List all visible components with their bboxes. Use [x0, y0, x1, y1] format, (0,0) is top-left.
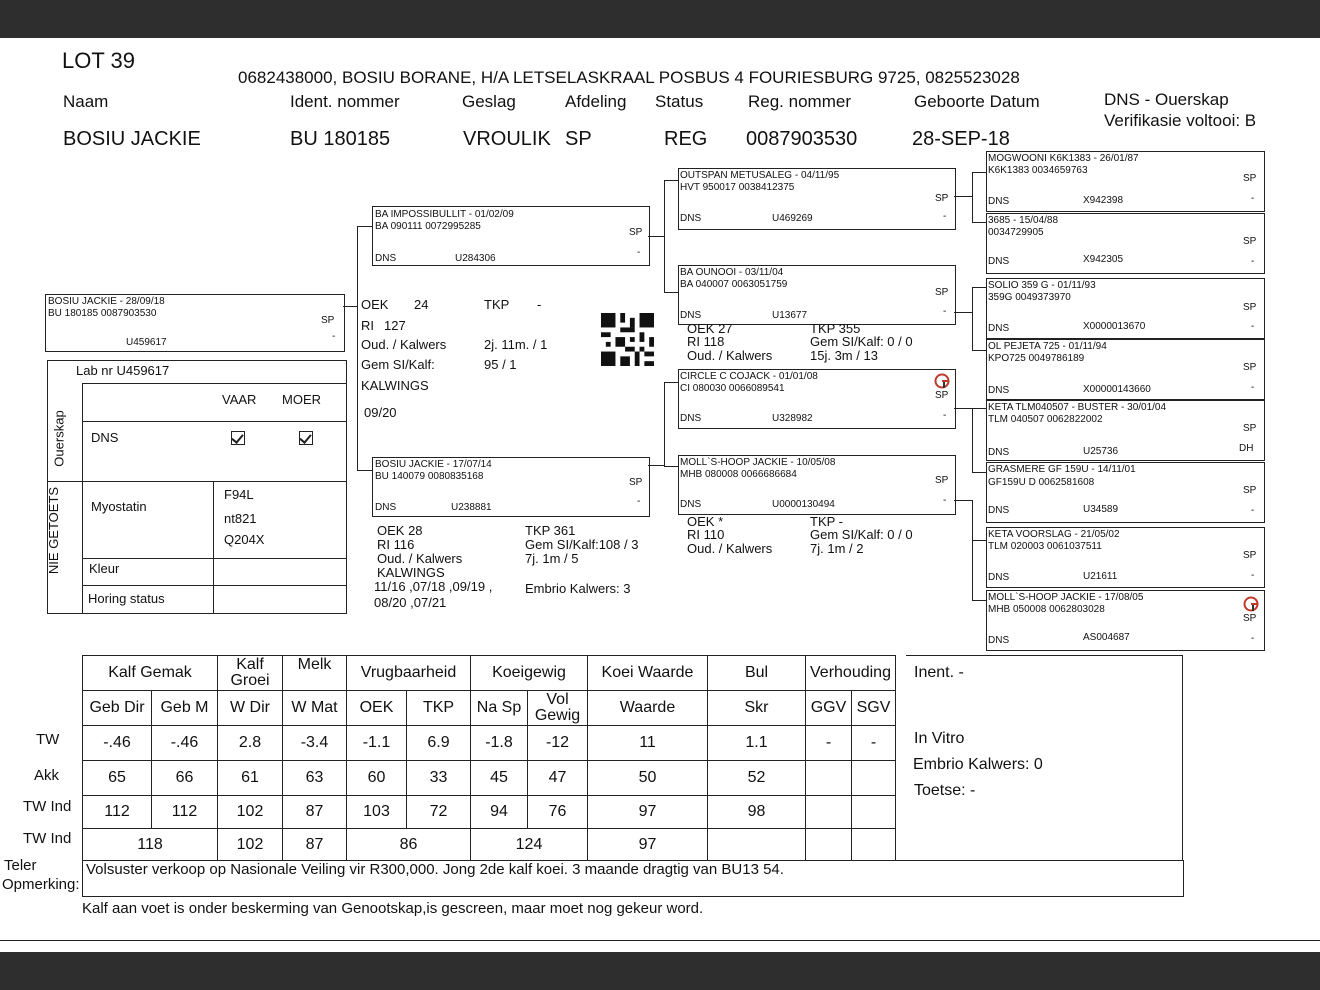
- sire-afd: SP: [629, 227, 643, 238]
- gdam2-ouderdom: 7j. 1m / 2: [810, 541, 864, 556]
- animal-afd: SP: [321, 315, 335, 326]
- society-logo-icon: [934, 373, 950, 389]
- group-koeigewig: Koeigewig: [471, 656, 588, 691]
- great-6-ident: GF159U D 0062581608: [988, 477, 1095, 488]
- animal-ident: BU 180185 0087903530: [48, 308, 157, 319]
- tw-cell: -12: [528, 726, 588, 761]
- great-7-dash: -: [1251, 570, 1255, 581]
- society-logo-icon: [1243, 596, 1259, 612]
- great-8-lab: AS004687: [1083, 632, 1130, 643]
- sire-kalwings: KALWINGS: [361, 378, 429, 393]
- tw-cell: -.46: [83, 726, 152, 761]
- great-8-title: MOLL`S-HOOP JACKIE - 17/08/05: [988, 592, 1144, 603]
- great-2-lab: X942305: [1083, 254, 1124, 265]
- label-verifikasie: Verifikasie voltooi: B: [1104, 111, 1257, 130]
- great-5-lab: U25736: [1083, 446, 1119, 457]
- grand-1-afd: SP: [935, 193, 949, 204]
- grand-2-dns: DNS: [680, 310, 702, 321]
- tw-cell: 11: [588, 726, 708, 761]
- row-label-tw-ind: TW Ind: [23, 798, 72, 815]
- sub-sgv: SGV: [852, 691, 896, 726]
- sub-waarde: Waarde: [588, 691, 708, 726]
- myostatin-label: Myostatin: [91, 499, 147, 514]
- akk-cell: 45: [471, 761, 528, 796]
- great-3-dash: -: [1251, 321, 1255, 332]
- great-1-ident: K6K1383 0034659763: [988, 165, 1088, 176]
- great-2-afd: SP: [1243, 236, 1257, 247]
- grand-2-ident: BA 040007 0063051759: [680, 279, 788, 290]
- tw-ind-combined-cell: 97: [588, 829, 708, 861]
- dam-oud: Oud. / Kalwers: [377, 551, 463, 566]
- row-label-akk: Akk: [34, 767, 60, 784]
- great-7-afd: SP: [1243, 550, 1257, 561]
- tw-ind-combined-cell: 118: [83, 829, 218, 861]
- sub-geb-dir: Geb Dir: [83, 691, 152, 726]
- group-verhouding: Verhouding: [806, 656, 896, 691]
- dam-oek: OEK 28: [377, 523, 423, 538]
- sire-lab: U284306: [455, 253, 496, 264]
- great-6-lab: U34589: [1083, 504, 1119, 515]
- tw-cell: 6.9: [407, 726, 471, 761]
- label-geslag: Geslag: [462, 92, 516, 111]
- tw-ind-combined-cell: 87: [283, 829, 347, 861]
- tw-ind-cell: 72: [407, 796, 471, 829]
- sire-dns: DNS: [375, 253, 397, 264]
- label-naam: Naam: [63, 92, 109, 111]
- great-4-dash: -: [1251, 382, 1255, 393]
- sire-oud-value: 2j. 11m. / 1: [484, 337, 548, 352]
- tw-ind-cell: 112: [152, 796, 218, 829]
- dam-box: [372, 457, 650, 517]
- gdam1-oek: OEK 27: [687, 321, 733, 336]
- akk-cell: 47: [528, 761, 588, 796]
- group-kalf-gemak: Kalf Gemak: [83, 656, 218, 691]
- grand-3-dash: -: [943, 410, 947, 421]
- sire-kalf-dates: 09/20: [364, 405, 397, 420]
- great-2-dash: -: [1251, 256, 1255, 267]
- grand-sire-maternal-box: [678, 369, 956, 429]
- grand-3-lab: U328982: [772, 413, 813, 424]
- dam-dns: DNS: [375, 502, 397, 513]
- animal-title: BOSIU JACKIE - 28/09/18: [48, 296, 165, 307]
- akk-cell: 52: [708, 761, 806, 796]
- lab-box: [47, 360, 347, 614]
- grand-1-title: OUTSPAN METUSALEG - 04/11/95: [680, 170, 840, 181]
- ouerskap-label: Ouerskap: [51, 410, 67, 467]
- gdam2-oek: OEK *: [687, 514, 724, 529]
- great-6-box: [986, 462, 1265, 523]
- great-3-afd: SP: [1243, 302, 1257, 313]
- great-2-ident: 0034729905: [988, 227, 1044, 238]
- grand-3-afd: SP: [935, 390, 949, 401]
- grand-2-lab: U13677: [772, 310, 808, 321]
- akk-cell: 50: [588, 761, 708, 796]
- value-status: REG: [664, 128, 708, 150]
- tw-ind-combined-cell: [806, 829, 852, 861]
- akk-cell: 60: [347, 761, 407, 796]
- tw-ind-combined-cell: [852, 829, 896, 861]
- tw-ind-cell: 76: [528, 796, 588, 829]
- value-ident: BU 180185: [290, 128, 391, 150]
- tw-cell: 1.1: [708, 726, 806, 761]
- great-4-lab: X00000143660: [1083, 384, 1151, 395]
- value-afdeling: SP: [565, 128, 592, 150]
- great-6-dns: DNS: [988, 505, 1010, 516]
- dam-embrio: Embrio Kalwers: 3: [525, 581, 631, 596]
- embrio-kalwers-text: Embrio Kalwers: 0: [913, 756, 1043, 773]
- sub-w-dir: W Dir: [218, 691, 283, 726]
- akk-cell: 33: [407, 761, 471, 796]
- great-5-dash: DH: [1239, 443, 1254, 454]
- qr-code-icon: [600, 313, 655, 366]
- sire-gem-label: Gem SI/Kalf:: [361, 357, 435, 372]
- label-ident: Ident. nommer: [290, 92, 400, 111]
- footer-rule: [0, 940, 1320, 941]
- great-1-dash: -: [1251, 193, 1255, 204]
- value-geboorte: 28-SEP-18: [912, 128, 1010, 150]
- great-5-afd: SP: [1243, 423, 1257, 434]
- group-kalf-groei: Kalf Groei: [218, 656, 283, 691]
- sire-dash: -: [637, 247, 641, 258]
- akk-cell: [806, 761, 852, 796]
- moer-header: MOER: [282, 392, 321, 407]
- in-vitro-text: In Vitro: [914, 730, 965, 747]
- dam-dash: -: [637, 496, 641, 507]
- breeder-info: 0682438000, BOSIU BORANE, H/A LETSELASKRAAL POSBUS 4 FOURIESBURG 9725, 0825523028: [238, 68, 1020, 87]
- great-4-dns: DNS: [988, 385, 1010, 396]
- gdam2-oud: Oud. / Kalwers: [687, 541, 773, 556]
- lot-number: LOT 39: [62, 48, 135, 73]
- teler-label: Teler: [4, 857, 37, 874]
- dam-afd: SP: [629, 477, 643, 488]
- grand-2-afd: SP: [935, 287, 949, 298]
- grand-4-afd: SP: [935, 475, 949, 486]
- sub-tkp: TKP: [407, 691, 471, 726]
- great-4-box: [986, 339, 1265, 400]
- great-6-title: GRASMERE GF 159U - 14/11/01: [988, 464, 1136, 475]
- grand-4-dash: -: [943, 495, 947, 506]
- great-8-box: [986, 590, 1265, 651]
- horing-label: Horing status: [88, 591, 165, 606]
- sire-ident: BA 090111 0072995285: [375, 221, 481, 232]
- great-2-dns: DNS: [988, 256, 1010, 267]
- group-melk: Melk: [283, 656, 347, 691]
- grand-4-ident: MHB 080008 0066686684: [680, 469, 797, 480]
- great-5-ident: TLM 040507 0062822002: [988, 414, 1103, 425]
- dam-dates-1: 11/16 ,07/18 ,09/19 ,: [374, 579, 493, 594]
- great-1-afd: SP: [1243, 173, 1257, 184]
- great-1-dns: DNS: [988, 196, 1010, 207]
- grand-4-lab: U0000130494: [772, 499, 835, 510]
- great-3-title: SOLIO 359 G - 01/11/93: [988, 280, 1096, 291]
- tw-ind-combined-cell: 86: [347, 829, 471, 861]
- great-5-dns: DNS: [988, 447, 1010, 458]
- tw-ind-cell: 87: [283, 796, 347, 829]
- tw-ind-combined-cell: [708, 829, 806, 861]
- group-vrugbaarheid: Vrugbaarheid: [347, 656, 471, 691]
- tw-cell: -: [806, 726, 852, 761]
- great-4-afd: SP: [1243, 362, 1257, 373]
- grand-sire-paternal-box: [678, 168, 956, 230]
- tw-ind-combined-cell: 102: [218, 829, 283, 861]
- great-8-afd: SP: [1243, 613, 1257, 624]
- remarks-box: [82, 860, 1184, 897]
- sire-tkp-value: -: [537, 297, 542, 312]
- sire-gem-value: 95 / 1: [484, 357, 517, 372]
- nie-getoets-label: NIE GETOETS: [46, 486, 62, 575]
- group-koei-waarde: Koei Waarde: [588, 656, 708, 691]
- opmerking-label: Opmerking:: [2, 876, 80, 893]
- great-1-box: [986, 151, 1265, 212]
- great-8-dns: DNS: [988, 635, 1010, 646]
- sire-box: [372, 206, 650, 266]
- vaar-header: VAAR: [222, 392, 257, 407]
- sub-skr: Skr: [708, 691, 806, 726]
- gdam2-gem: Gem SI/Kalf: 0 / 0: [810, 527, 913, 542]
- tw-ind-cell: 98: [708, 796, 806, 829]
- toetse-text: Toetse: -: [914, 782, 976, 799]
- side-panel: [906, 655, 1183, 862]
- great-2-title: 3685 - 15/04/88: [988, 215, 1059, 226]
- footer-note: Kalf aan voet is onder beskerming van Genootskap,is gescreen, maar moet nog gekeur word.: [82, 900, 704, 917]
- dam-gem: Gem SI/Kalf:108 / 3: [525, 537, 639, 552]
- gdam1-oud: Oud. / Kalwers: [687, 348, 773, 363]
- tw-ind-cell: [852, 796, 896, 829]
- akk-cell: 66: [152, 761, 218, 796]
- dam-kalwings: KALWINGS: [377, 565, 445, 580]
- akk-cell: 65: [83, 761, 152, 796]
- top-bar: [0, 0, 1320, 38]
- dam-lab: U238881: [451, 502, 492, 513]
- sub-vol-gewig: Vol Gewig: [528, 691, 588, 726]
- grand-1-lab: U469269: [772, 213, 813, 224]
- gdam2-tkp: TKP -: [810, 514, 843, 529]
- grand-1-dash: -: [943, 211, 947, 222]
- inent-text: Inent. -: [914, 664, 964, 681]
- great-8-ident: MHB 050008 0062803028: [988, 604, 1105, 615]
- tw-ind-cell: 102: [218, 796, 283, 829]
- ebv-table: [82, 655, 896, 861]
- animal-lab: U459617: [126, 337, 167, 348]
- akk-cell: 61: [218, 761, 283, 796]
- tw-ind-cell: 112: [83, 796, 152, 829]
- tw-ind-combined-cell: 124: [471, 829, 588, 861]
- label-afdeling: Afdeling: [565, 92, 627, 111]
- grand-3-ident: CI 080030 0066089541: [680, 383, 785, 394]
- great-1-lab: X942398: [1083, 195, 1124, 206]
- grand-1-dns: DNS: [680, 213, 702, 224]
- grand-1-ident: HVT 950017 0038412375: [680, 182, 795, 193]
- group-bul: Bul: [708, 656, 806, 691]
- dam-dates-2: 08/20 ,07/21: [374, 595, 447, 610]
- lab-nr: Lab nr U459617: [76, 363, 170, 378]
- row-label-tw: TW: [36, 731, 60, 748]
- value-geslag: VROULIK: [463, 128, 551, 150]
- remarks-text: Volsuster verkoop op Nasionale Veiling vir R300,000. Jong 2de kalf koei. 3 maande dragtig van BU13 54.: [86, 861, 784, 878]
- tw-cell: 2.8: [218, 726, 283, 761]
- great-1-title: MOGWOONI K6K1383 - 26/01/87: [988, 153, 1139, 164]
- animal-box: [45, 294, 345, 352]
- gdam1-tkp: TKP 355: [810, 321, 861, 336]
- great-3-box: [986, 278, 1265, 339]
- tw-cell: -.46: [152, 726, 218, 761]
- sire-oud-label: Oud. / Kalwers: [361, 337, 447, 352]
- myostatin-nt821: nt821: [224, 511, 257, 526]
- sire-tkp-label: TKP: [484, 297, 510, 312]
- great-3-ident: 359G 0049373970: [988, 292, 1071, 303]
- great-7-title: KETA VOORSLAG - 21/05/02: [988, 529, 1120, 540]
- great-8-dash: -: [1251, 633, 1255, 644]
- dam-tkp: TKP 361: [525, 523, 576, 538]
- sire-ri-value: 127: [384, 318, 406, 333]
- sub-oek: OEK: [347, 691, 407, 726]
- value-naam: BOSIU JACKIE: [63, 128, 201, 150]
- label-reg: Reg. nommer: [748, 92, 851, 111]
- grand-2-dash: -: [943, 306, 947, 317]
- gdam2-ri: RI 110: [687, 527, 725, 542]
- great-7-lab: U21611: [1083, 571, 1118, 582]
- akk-cell: 63: [283, 761, 347, 796]
- dam-title: BOSIU JACKIE - 17/07/14: [375, 459, 492, 470]
- great-4-ident: KPO725 0049786189: [988, 353, 1085, 364]
- tw-ind-cell: [806, 796, 852, 829]
- value-reg: 0087903530: [746, 128, 858, 150]
- great-6-dash: -: [1251, 505, 1255, 516]
- great-4-title: OL PEJETA 725 - 01/11/94: [988, 341, 1107, 352]
- label-dns-ouerskap: DNS - Ouerskap: [1104, 90, 1229, 109]
- great-7-ident: TLM 020003 0061037511: [988, 541, 1102, 552]
- tw-cell: -3.4: [283, 726, 347, 761]
- great-3-dns: DNS: [988, 323, 1010, 334]
- label-status: Status: [655, 92, 704, 111]
- grand-2-title: BA OUNOOI - 03/11/04: [680, 267, 784, 278]
- tw-cell: -1.8: [471, 726, 528, 761]
- animal-dash: -: [332, 331, 336, 342]
- great-2-box: [986, 213, 1265, 274]
- great-7-box: [986, 527, 1265, 588]
- great-7-dns: DNS: [988, 572, 1010, 583]
- sub-geb-m: Geb M: [152, 691, 218, 726]
- grand-dam-paternal-box: [678, 265, 956, 325]
- gdam1-gem: Gem SI/Kalf: 0 / 0: [810, 334, 913, 349]
- sire-ri-label: RI: [361, 318, 374, 333]
- dam-ouderdom: 7j. 1m / 5: [525, 551, 579, 566]
- dam-ident: BU 140079 0080835168: [375, 471, 484, 482]
- moer-checkbox: [299, 431, 313, 445]
- tw-cell: -1.1: [347, 726, 407, 761]
- sire-title: BA IMPOSSIBULLIT - 01/02/09: [375, 209, 514, 220]
- grand-3-title: CIRCLE C COJACK - 01/01/08: [680, 371, 818, 382]
- row-label-tw-ind-2: TW Ind: [23, 830, 72, 847]
- gdam1-ouderdom: 15j. 3m / 13: [810, 348, 878, 363]
- dam-ri: RI 116: [377, 537, 415, 552]
- tw-ind-cell: 97: [588, 796, 708, 829]
- sub-ggv: GGV: [806, 691, 852, 726]
- sub-na-sp: Na Sp: [471, 691, 528, 726]
- sub-w-mat: W Mat: [283, 691, 347, 726]
- sire-oek-value: 24: [414, 297, 429, 312]
- myostatin-f94l: F94L: [224, 487, 254, 502]
- myostatin-q204x: Q204X: [224, 532, 265, 547]
- akk-cell: [852, 761, 896, 796]
- great-5-title: KETA TLM040507 - BUSTER - 30/01/04: [988, 402, 1167, 413]
- tw-cell: -: [852, 726, 896, 761]
- label-geboorte: Geboorte Datum: [914, 92, 1040, 111]
- sire-oek-label: OEK: [361, 297, 389, 312]
- dns-row-label: DNS: [91, 430, 119, 445]
- tw-ind-cell: 103: [347, 796, 407, 829]
- vaar-checkbox: [231, 431, 245, 445]
- gdam1-ri: RI 118: [687, 334, 725, 349]
- kleur-label: Kleur: [89, 561, 120, 576]
- grand-4-title: MOLL`S-HOOP JACKIE - 10/05/08: [680, 457, 836, 468]
- grand-3-dns: DNS: [680, 413, 702, 424]
- great-6-afd: SP: [1243, 485, 1257, 496]
- great-3-lab: X0000013670: [1083, 321, 1146, 332]
- bottom-bar: [0, 952, 1320, 990]
- grand-dam-maternal-box: [678, 455, 956, 515]
- great-5-box: [986, 400, 1265, 461]
- grand-4-dns: DNS: [680, 499, 702, 510]
- tw-ind-cell: 94: [471, 796, 528, 829]
